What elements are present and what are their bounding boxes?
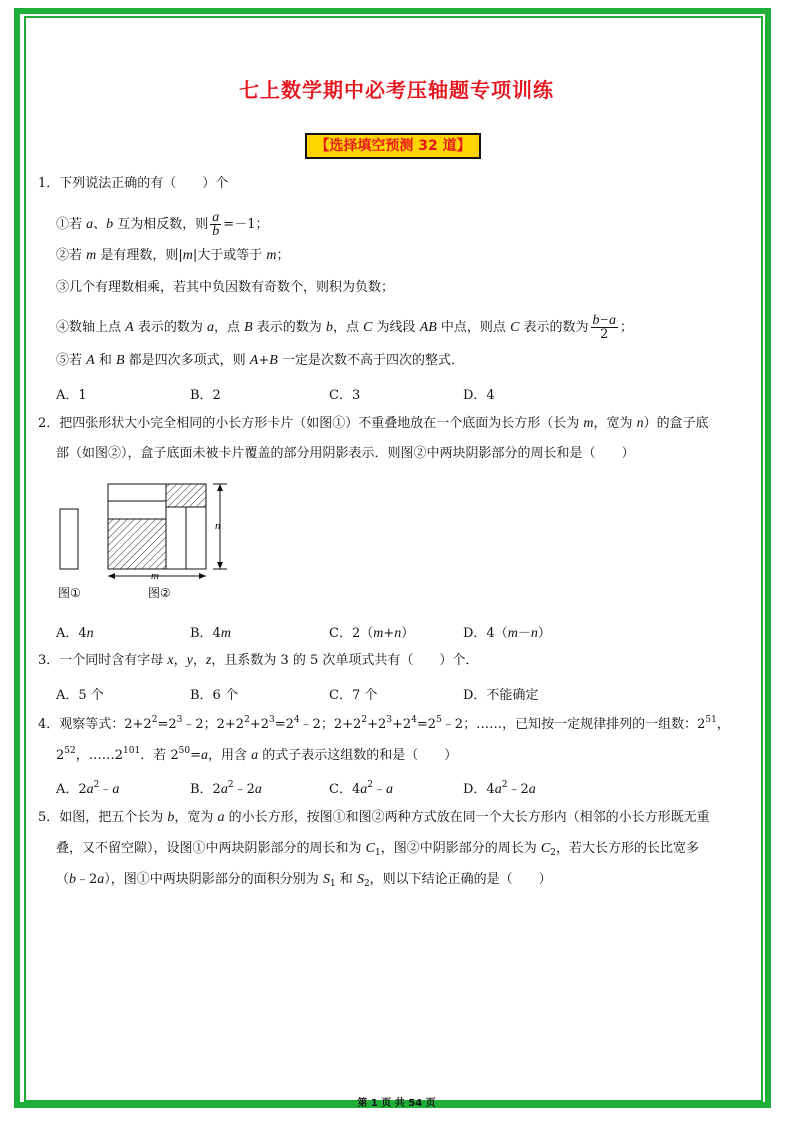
q1-statement-2: ②若 m 是有理数，则|m|大于或等于 m； [56,248,290,263]
figure-1-label: 图① [58,586,81,600]
q3-stem: 3．一个同时含有字母 x，y，z，且系数为 3 的 5 次单项式共有（ ）个． [38,653,479,668]
q5-line-3: （b﹣2a），图①中两块阴影部分的面积分别为 $S_1$ 和 $S_2$，则以下结论正确的是（ ） [56,872,552,889]
q4-option-c: C．$4a^2﹣a$ [329,780,393,797]
q1-statement-4: ④数轴上点 A 表示的数为 a，点 B 表示的数为 b，点 C 为线段 AB 中点，则点 C 表示的数为 $\frac{b-a}{2}$ ； [56,313,634,342]
q3-option-b: B．6 个 [190,688,238,703]
q5-line-2: 叠，又不留空隙），设图①中两块阴影部分的周长和为 $C_1$，图②中阴影部分的周长为 $C_2$，若大长方形的长比宽多 [56,841,699,858]
n-label: n [215,520,221,532]
q2-option-d: D．4（m－n） [463,626,551,641]
figure-2-box [108,484,206,569]
q1-stem: 1．下列说法正确的有（ ）个 [38,176,229,191]
q4-line-1: 4．观察等式：$2+2^2=2^3﹣2$；$2+2^2+2^3=2^4﹣2$；$2+2^2+2^3+2^4=2^5﹣2$；……，已知按一定规律排列的一组数：$2^{51}$， [38,715,730,732]
q4-option-a: A．$2a^2﹣a$ [56,780,120,797]
q5-line-1: 5．如图，把五个长为 b，宽为 a 的小长方形，按图①和图②两种方式放在同一个大长方形内（相邻的小长方形既无重 [38,810,710,825]
q4-option-b: B．$2a^2﹣2a$ [190,780,262,797]
shaded-region-bottom [108,519,166,569]
fraction: $\frac{b-a}{2}$ [592,313,616,342]
q2-option-b: B．4m [190,626,231,641]
figure-1-card [60,509,78,569]
m-label: m [151,570,159,582]
q1-statement-3: ③几个有理数相乘，若其中负因数有奇数个，则积为负数； [56,280,395,295]
q1-option-d: D．4 [463,388,495,403]
q3-option-a: A．5 个 [56,688,104,703]
q1-option-b: B．2 [190,388,221,403]
q4-line-2: $2^{52}$，$\dots\dots 2^{101}$．若 $2^{50}=a$，用含 a 的式子表示这组数的和是（ ） [56,746,458,763]
q1-statement-1: ①若 a、b 互为相反数，则 $\frac{a}{b}$ =－1； [56,210,269,239]
q1-option-c: C．3 [329,388,361,403]
shaded-region-top [166,484,206,507]
q4-option-d: D．$4a^2﹣2a$ [463,780,536,797]
q3-option-c: C．7 个 [329,688,378,703]
fraction: $\frac{a}{b}$ [212,210,220,239]
page-title: 七上数学期中必考压轴题专项训练 [239,78,554,102]
section-badge: 【选择填空预测 32 道】 [305,133,481,159]
q2-line-2: 部（如图②），盒子底面未被卡片覆盖的部分用阴影表示．则图②中两块阴影部分的周长和是（ ） [56,446,635,461]
figure-2-label: 图② [148,586,171,600]
q2-option-c: C．2（m+n） [329,626,415,641]
q1-option-a: A．1 [56,388,87,403]
q2-option-a: A．4n [56,626,94,641]
q3-option-d: D．不能确定 [463,688,539,703]
q2-line-1: 2．把四张形状大小完全相同的小长方形卡片（如图①）不重叠地放在一个底面为长方形（长为 m，宽为 n）的盒子底 [38,416,709,431]
q1-statement-5: ⑤若 A 和 B 都是四次多项式，则 A+B 一定是次数不高于四次的整式． [56,353,464,368]
page-footer: 第 1 页 共 54 页 [357,1098,436,1109]
